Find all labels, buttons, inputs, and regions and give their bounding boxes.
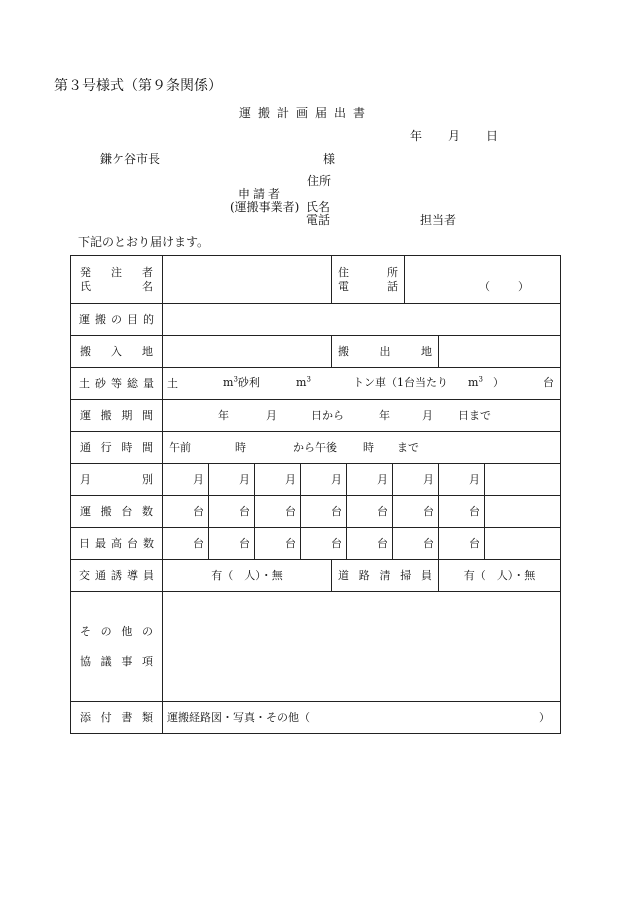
addressee: 鎌ケ谷市長 [100,152,161,166]
soil-total-label: 土砂等総量 [71,368,163,400]
month-cell[interactable]: 月 [393,464,439,496]
carry-out-field[interactable] [439,336,561,368]
road-cleaner-field[interactable]: 有（ 人）・無 [439,560,561,592]
applicant-address-label: 住所 [307,174,332,188]
month-cell[interactable]: 月 [255,464,301,496]
month-cell[interactable]: 月 [301,464,347,496]
monthly-label: 月別 [71,464,163,496]
daily-max-cell[interactable]: 台 [255,528,301,560]
applicant-name-label: 氏名 [306,200,331,214]
trucks-cell[interactable]: 台 [347,496,393,528]
trucks-cell[interactable]: 台 [163,496,209,528]
month-cell[interactable]: 月 [163,464,209,496]
daily-max-cell[interactable]: 台 [163,528,209,560]
orderer-address-label: 住所 電話 [332,256,405,304]
date-line [410,130,498,142]
traffic-guide-label: 交通誘導員 [71,560,163,592]
trucks-cell[interactable]: 台 [255,496,301,528]
carry-in-label: 搬入地 [71,336,163,368]
orderer-name-field[interactable] [163,256,332,304]
other-matters-label: その他の 協議事項 [71,592,163,702]
period-label: 運搬期間 [71,400,163,432]
date-day[interactable]: 日 [486,129,499,143]
applicant-label: 申請者 [238,187,284,201]
trucks-cell[interactable]: 台 [209,496,255,528]
daily-max-cell[interactable]: 台 [209,528,255,560]
daily-max-cell-blank[interactable] [485,528,561,560]
month-cell[interactable]: 月 [347,464,393,496]
attachments-label: 添付書類 [71,702,163,734]
month-cell[interactable]: 月 [209,464,255,496]
document-title: 運搬計画届出書 [239,106,373,120]
trucks-cell[interactable]: 台 [393,496,439,528]
daily-max-cell[interactable]: 台 [301,528,347,560]
daily-max-label: 日最高台数 [71,528,163,560]
road-cleaner-label: 道路清掃員 [332,560,439,592]
carry-in-field[interactable] [163,336,332,368]
orderer-name-label: 発注者 氏名 [71,256,163,304]
application-table [70,255,561,734]
hours-field[interactable]: 午前 時 から午後 時 まで [163,432,561,464]
applicant-phone-label: 電話 [306,213,331,227]
other-matters-field[interactable] [163,592,561,702]
soil-total-field[interactable]: 土 $m^3$砂利 $m^3$ トン車（1台当たり $m^3$ ） 台 [163,368,561,400]
trucks-cell[interactable]: 台 [439,496,485,528]
contact-person-label: 担当者 [420,213,457,227]
month-cell-blank[interactable] [485,464,561,496]
date-year[interactable]: 年 [410,129,423,143]
daily-max-cell[interactable]: 台 [393,528,439,560]
date-month[interactable]: 月 [448,129,461,143]
intro-text: 下記のとおり届けます。 [78,235,210,249]
daily-max-cell[interactable]: 台 [439,528,485,560]
honorific: 様 [323,152,336,166]
trucks-cell[interactable]: 台 [301,496,347,528]
trucks-cell-blank[interactable] [485,496,561,528]
purpose-label: 運搬の目的 [71,304,163,336]
carry-out-label: 搬出地 [332,336,439,368]
attachments-field[interactable]: 運搬経路図・写真・その他（ ） [163,702,561,734]
applicant-sub-label: (運搬事業者) [230,200,300,214]
period-field[interactable]: 年 月 日から 年 月 日まで [163,400,561,432]
traffic-guide-field[interactable]: 有（ 人）・無 [163,560,332,592]
form-number: 第３号様式（第９条関係） [54,78,222,94]
trucks-label: 運搬台数 [71,496,163,528]
month-cell[interactable]: 月 [439,464,485,496]
orderer-address-field[interactable]: （ ） [405,256,561,304]
purpose-field[interactable] [163,304,561,336]
hours-label: 通行時間 [71,432,163,464]
daily-max-cell[interactable]: 台 [347,528,393,560]
